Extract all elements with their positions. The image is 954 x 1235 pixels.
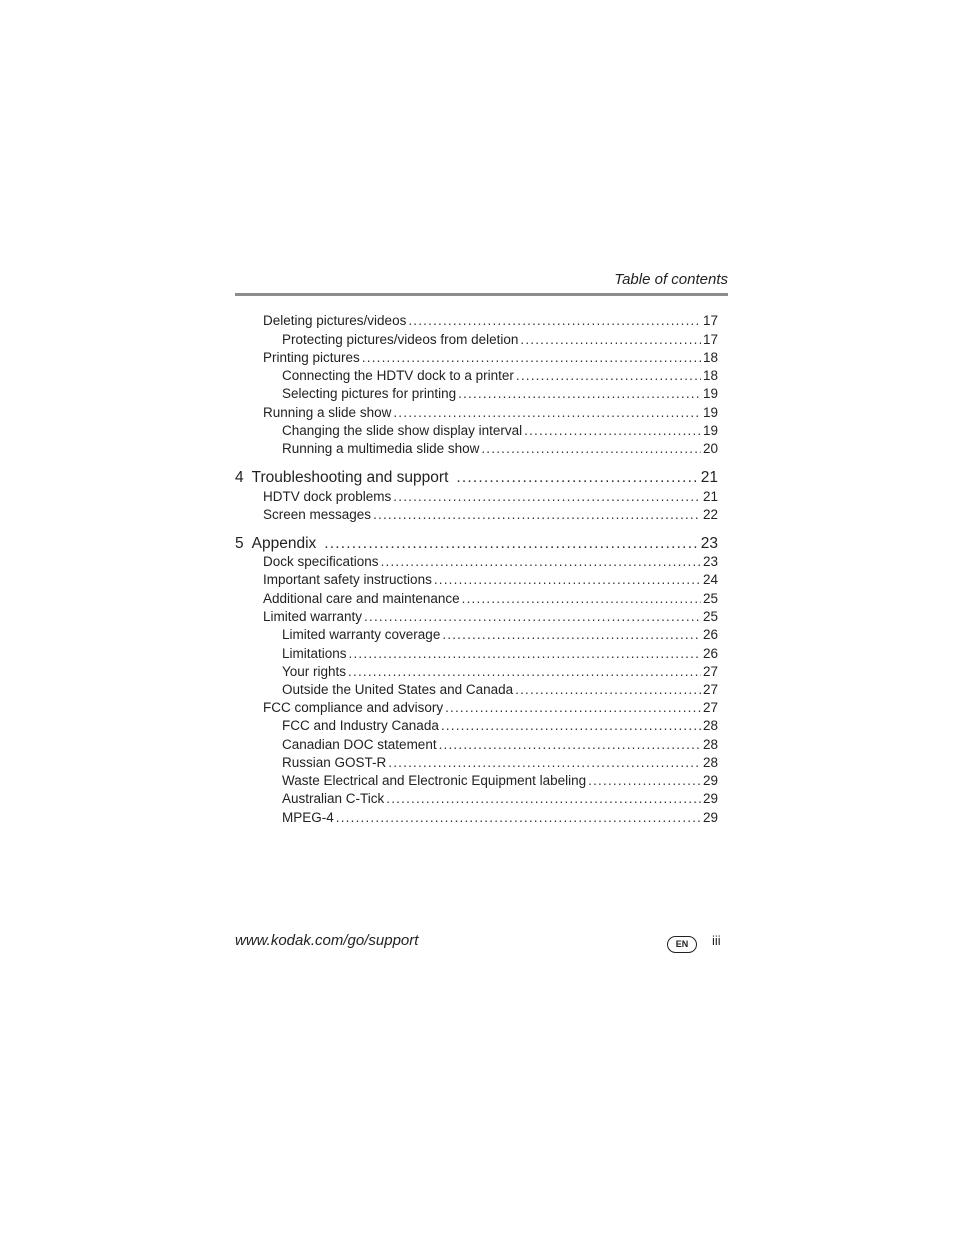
toc-entry[interactable] [263,488,718,505]
toc-entry[interactable] [263,699,718,716]
toc-entry-page: 25 [702,609,718,624]
toc-entry-title: FCC and Industry Canada [282,718,439,733]
toc-entry-title: Protecting pictures/videos from deletion [282,332,519,347]
toc-entry-title: Outside the United States and Canada [282,682,514,697]
toc-entry-page: 19 [702,405,718,420]
page-header-title: Table of contents [614,271,728,288]
toc-entry-page: 19 [702,423,718,438]
toc-entry[interactable] [282,422,718,439]
toc-leader-dots [441,717,701,734]
toc-entry[interactable] [263,404,718,421]
toc-leader-dots [442,626,701,643]
toc-entry[interactable] [282,385,718,402]
toc-entry-page: 21 [702,489,718,504]
toc-entry-title: Russian GOST-R [282,755,387,770]
toc-entry-page: 29 [702,773,718,788]
toc-entry-page: 19 [702,386,718,401]
toc-entry-page: 28 [702,737,718,752]
toc-entry-page: 27 [702,700,718,715]
toc-entry-title: FCC compliance and advisory [263,700,444,715]
toc-entry-page: 18 [702,350,718,365]
page-number: iii [712,933,721,948]
toc-leader-dots [348,663,701,680]
toc-entry-page: 17 [702,332,718,347]
toc-leader-dots [393,404,701,421]
toc-entry-title: Printing pictures [263,350,360,365]
toc-entry[interactable] [263,553,718,570]
toc-entry-page: 29 [702,810,718,825]
toc-leader-dots [458,385,701,402]
toc-leader-dots [524,422,701,439]
toc-entry-page: 25 [702,591,718,606]
toc-entry-title: Running a slide show [263,405,392,420]
toc-leader-dots [520,331,701,348]
toc-entry-page: 26 [702,627,718,642]
toc-leader-dots [456,468,698,487]
toc-leader-dots [462,590,701,607]
header-rule [235,293,728,296]
toc-chapter-entry[interactable] [235,468,718,487]
toc-leader-dots [393,488,701,505]
toc-entry[interactable] [282,736,718,753]
toc-entry-title: Limitations [282,646,347,661]
toc-leader-dots [445,699,701,716]
toc-entry-title: HDTV dock problems [263,489,392,504]
toc-entry-page: 24 [702,572,718,587]
toc-entry-title: Waste Electrical and Electronic Equipment labeling [282,773,587,788]
toc-entry-title: Troubleshooting and support [251,469,449,486]
toc-entry-page: 29 [702,791,718,806]
toc-entry[interactable] [282,717,718,734]
toc-entry-page: 20 [702,441,718,456]
toc-leader-dots [515,681,701,698]
toc-entry-title: Limited warranty [263,609,363,624]
toc-leader-dots [386,790,701,807]
toc-entry-page: 27 [702,664,718,679]
toc-entry-title: Additional care and maintenance [263,591,460,606]
toc-entry-title: Screen messages [263,507,372,522]
toc-entry[interactable] [282,772,718,789]
toc-leader-dots [373,506,701,523]
toc-entry[interactable] [263,608,718,625]
toc-entry[interactable] [282,440,718,457]
toc-entry[interactable] [282,754,718,771]
toc-entry-page: 18 [702,368,718,383]
toc-entry[interactable] [282,663,718,680]
toc-entry-page: 26 [702,646,718,661]
toc-entry-page: 28 [702,718,718,733]
toc-entry[interactable] [263,506,718,523]
toc-entry-title: Deleting pictures/videos [263,313,407,328]
toc-leader-dots [388,754,701,771]
toc-entry-title: MPEG-4 [282,810,334,825]
toc-entry-page: 17 [702,313,718,328]
toc-entry-title: Canadian DOC statement [282,737,437,752]
toc-leader-dots [349,645,701,662]
toc-entry[interactable] [263,571,718,588]
toc-entry[interactable] [282,809,718,826]
toc-entry-title: Dock specifications [263,554,379,569]
toc-entry-page: 23 [700,535,718,552]
toc-entry-title: Australian C-Tick [282,791,385,806]
toc-leader-dots [588,772,701,789]
toc-entry-page: 23 [702,554,718,569]
toc-entry-title: Appendix [251,535,317,552]
toc-leader-dots [324,534,698,553]
toc-entry[interactable] [282,331,718,348]
toc-entry-page: 28 [702,755,718,770]
toc-entry[interactable] [282,626,718,643]
toc-entry-title: Important safety instructions [263,572,432,587]
toc-entry-title: Changing the slide show display interval [282,423,523,438]
toc-entry[interactable] [263,590,718,607]
toc-leader-dots [434,571,701,588]
toc-entry-title: Limited warranty coverage [282,627,441,642]
toc-leader-dots [362,349,701,366]
toc-entry-page: 21 [700,469,718,486]
language-badge: EN [667,936,697,953]
toc-entry[interactable] [263,349,718,366]
toc-leader-dots [381,553,701,570]
toc-entry-title: Your rights [282,664,347,679]
toc-leader-dots [481,440,701,457]
toc-leader-dots [408,312,701,329]
toc-entry-page: 22 [702,507,718,522]
toc-entry[interactable] [282,790,718,807]
toc-leader-dots [516,367,701,384]
toc-chapter-number: 5 [235,535,244,552]
toc-entry[interactable] [282,681,718,698]
support-url-link[interactable]: www.kodak.com/go/support [235,932,419,949]
toc-entry-page: 27 [702,682,718,697]
toc-entry-title: Running a multimedia slide show [282,441,480,456]
toc-entry[interactable] [282,367,718,384]
toc-entry[interactable] [282,645,718,662]
toc-leader-dots [364,608,701,625]
toc-chapter-entry[interactable] [235,534,718,553]
toc-entry[interactable] [263,312,718,329]
toc-leader-dots [336,809,701,826]
toc-entry-title: Selecting pictures for printing [282,386,457,401]
toc-entry-title: Connecting the HDTV dock to a printer [282,368,514,383]
toc-leader-dots [439,736,701,753]
toc-chapter-number: 4 [235,469,244,486]
